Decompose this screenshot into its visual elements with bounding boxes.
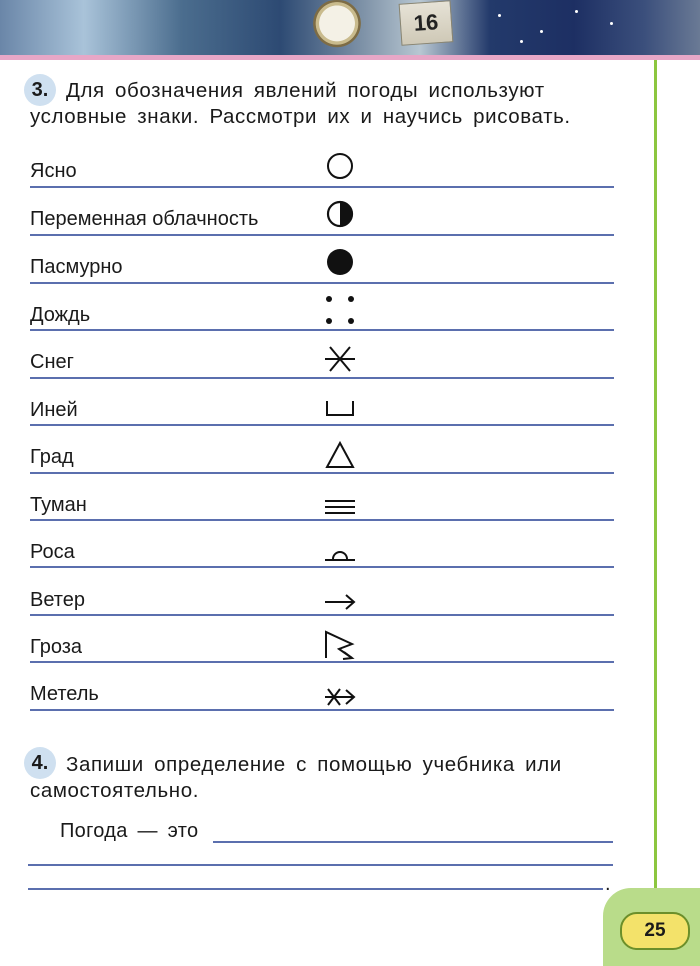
task4-line2: самостоятельно. bbox=[30, 779, 199, 802]
snow-icon bbox=[322, 344, 358, 374]
row-line bbox=[30, 282, 614, 284]
row-label-thunderstorm: Гроза bbox=[30, 636, 83, 658]
row-label-hail: Град bbox=[30, 446, 74, 468]
row-line bbox=[30, 709, 614, 711]
row-line bbox=[30, 519, 614, 521]
row-label-partly-cloudy: Переменная облачность bbox=[30, 208, 259, 230]
task3-line2: условные знаки. Рассмотри их и научись рисовать. bbox=[30, 105, 571, 128]
answer-line[interactable] bbox=[28, 864, 613, 866]
star-icon bbox=[520, 40, 523, 43]
row-label-rain: Дождь bbox=[30, 304, 91, 326]
thunderstorm-icon bbox=[322, 628, 358, 662]
task3-line1: Для обозначения явлений погоды используют bbox=[66, 79, 545, 102]
calendar-day: 16 bbox=[412, 9, 440, 36]
clock-illustration bbox=[306, 0, 368, 52]
row-line bbox=[30, 661, 614, 663]
row-label-fog: Туман bbox=[30, 494, 87, 516]
star-icon bbox=[498, 14, 501, 17]
row-label-blizzard: Метель bbox=[30, 683, 99, 705]
row-line bbox=[30, 472, 614, 474]
star-icon bbox=[540, 30, 543, 33]
row-line bbox=[30, 234, 614, 236]
row-line bbox=[30, 566, 614, 568]
rain-icon bbox=[322, 292, 358, 328]
hail-icon bbox=[322, 440, 358, 470]
star-icon bbox=[575, 10, 578, 13]
row-line bbox=[30, 377, 614, 379]
row-label-wind: Ветер bbox=[30, 589, 85, 611]
row-line bbox=[30, 614, 614, 616]
clear-icon bbox=[322, 152, 358, 180]
task-number-badge: 4. bbox=[24, 747, 56, 779]
margin-rule bbox=[654, 60, 657, 905]
row-label-snow: Снег bbox=[30, 351, 74, 373]
row-label-clear: Ясно bbox=[30, 160, 77, 182]
page-number: 25 bbox=[620, 912, 690, 950]
calendar-illustration bbox=[399, 0, 454, 46]
overcast-icon bbox=[322, 248, 358, 276]
header-strip bbox=[0, 55, 700, 60]
task-number-badge: 3. bbox=[24, 74, 56, 106]
end-period: . bbox=[605, 873, 611, 895]
frost-icon bbox=[322, 396, 358, 420]
star-icon bbox=[610, 22, 613, 25]
row-line bbox=[30, 329, 614, 331]
wind-arrow-icon bbox=[322, 590, 358, 614]
task4-line1: Запиши определение с помощью учебника или bbox=[66, 753, 562, 776]
answer-line[interactable] bbox=[213, 841, 613, 843]
blizzard-icon bbox=[322, 684, 358, 710]
row-label-overcast: Пасмурно bbox=[30, 256, 123, 278]
fog-icon bbox=[322, 494, 358, 518]
partly-cloudy-icon bbox=[322, 200, 358, 228]
row-line bbox=[30, 186, 614, 188]
answer-line[interactable] bbox=[28, 888, 603, 890]
definition-prompt: Погода — это bbox=[60, 820, 199, 842]
row-line bbox=[30, 424, 614, 426]
row-label-dew: Роса bbox=[30, 541, 75, 563]
dew-icon bbox=[322, 542, 358, 566]
row-label-frost: Иней bbox=[30, 399, 78, 421]
header-banner bbox=[0, 0, 700, 58]
